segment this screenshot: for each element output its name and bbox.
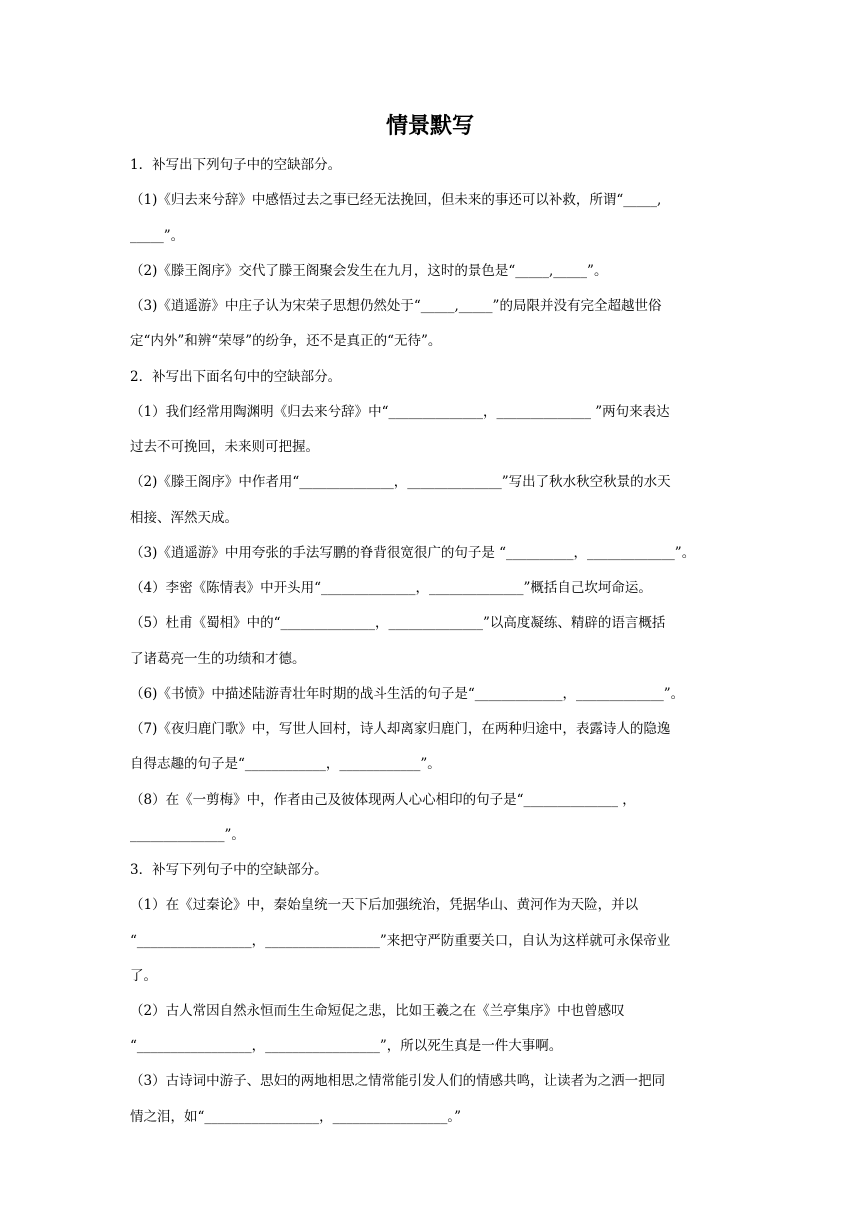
text-line: （5）杜甫《蜀相》中的“______________，______________”以高度凝练、精辟的语言概括 bbox=[130, 615, 666, 631]
text-line: 了。 bbox=[130, 968, 157, 984]
text-line: “_________________，_________________”，所以死生真是一件大事啊。 bbox=[130, 1038, 563, 1054]
section-heading: 3．补写下列句子中的空缺部分。 bbox=[130, 862, 328, 878]
text-line: （4）李密《陈情表》中开头用“______________，______________”概括自己坎坷命运。 bbox=[130, 580, 652, 596]
text-line: （7)《夜归鹿门歌》中，写世人回村，诗人却离家归鹿门，在两种归途中，表露诗人的隐逸 bbox=[130, 721, 671, 737]
text-line: （3)《逍遥游》中庄子认为宋荣子思想仍然处于“_____,_____”的局限并没有完全超越世俗 bbox=[130, 298, 662, 314]
text-line: （8）在《一剪梅》中，作者由己及彼体现两人心心相印的句子是“______________ ， bbox=[130, 792, 636, 808]
text-line: 相接、浑然天成。 bbox=[130, 510, 238, 526]
text-line: （3）古诗词中游子、思妇的两地相思之情常能引发人们的情感共鸣，让读者为之洒一把同 bbox=[130, 1073, 666, 1089]
text-line: 了诸葛亮一生的功绩和才德。 bbox=[130, 651, 306, 667]
section-heading: 2．补写出下面名句中的空缺部分。 bbox=[130, 369, 342, 385]
text-line: （1）在《过秦论》中，秦始皇统一天下后加强统治，凭据华山、黄河作为天险，并以 bbox=[130, 897, 639, 913]
text-line: 过去不可挽回，未来则可把握。 bbox=[130, 439, 319, 455]
text-line: （2)《滕王阁序》交代了滕王阁聚会发生在九月，这时的景色是“_____,_____”。 bbox=[130, 263, 608, 279]
text-line: 自得志趣的句子是“____________，____________”。 bbox=[130, 756, 441, 772]
section-heading: 1．补写出下列句子中的空缺部分。 bbox=[130, 157, 342, 173]
text-line: ______________”。 bbox=[130, 827, 245, 843]
text-line: 定“内外”和辨“荣辱”的纷争，还不是真正的“无待”。 bbox=[130, 333, 442, 349]
text-line: （2)《滕王阁序》中作者用“______________，______________”写出了秋水秋空秋景的水天 bbox=[130, 474, 671, 490]
text-line: （1)《归去来兮辞》中感悟过去之事已经无法挽回，但未来的事还可以补救，所谓“_____, bbox=[130, 192, 662, 208]
text-line: _____”。 bbox=[130, 228, 185, 244]
text-line: （6)《书愤》中描述陆游青壮年时期的战斗生活的句子是“_____________，_____________”。 bbox=[130, 686, 685, 702]
page-title: 情景默写 bbox=[385, 114, 474, 139]
text-line: （2）古人常因自然永恒而生生命短促之悲，比如王羲之在《兰亭集序》中也曾感叹 bbox=[130, 1003, 625, 1019]
text-line: 情之泪，如“_________________，_________________。” bbox=[130, 1109, 462, 1125]
text-line: “_________________，_________________”来把守严防重要关口，自认为这样就可永保帝业 bbox=[130, 933, 671, 949]
text-line: （1）我们经常用陶渊明《归去来兮辞》中“______________，______________ ”两句来表达 bbox=[130, 404, 670, 420]
text-line: （3)《逍遥游》中用夸张的手法写鹏的脊背很宽很广的句子是 “__________，_____________”。 bbox=[130, 545, 696, 561]
